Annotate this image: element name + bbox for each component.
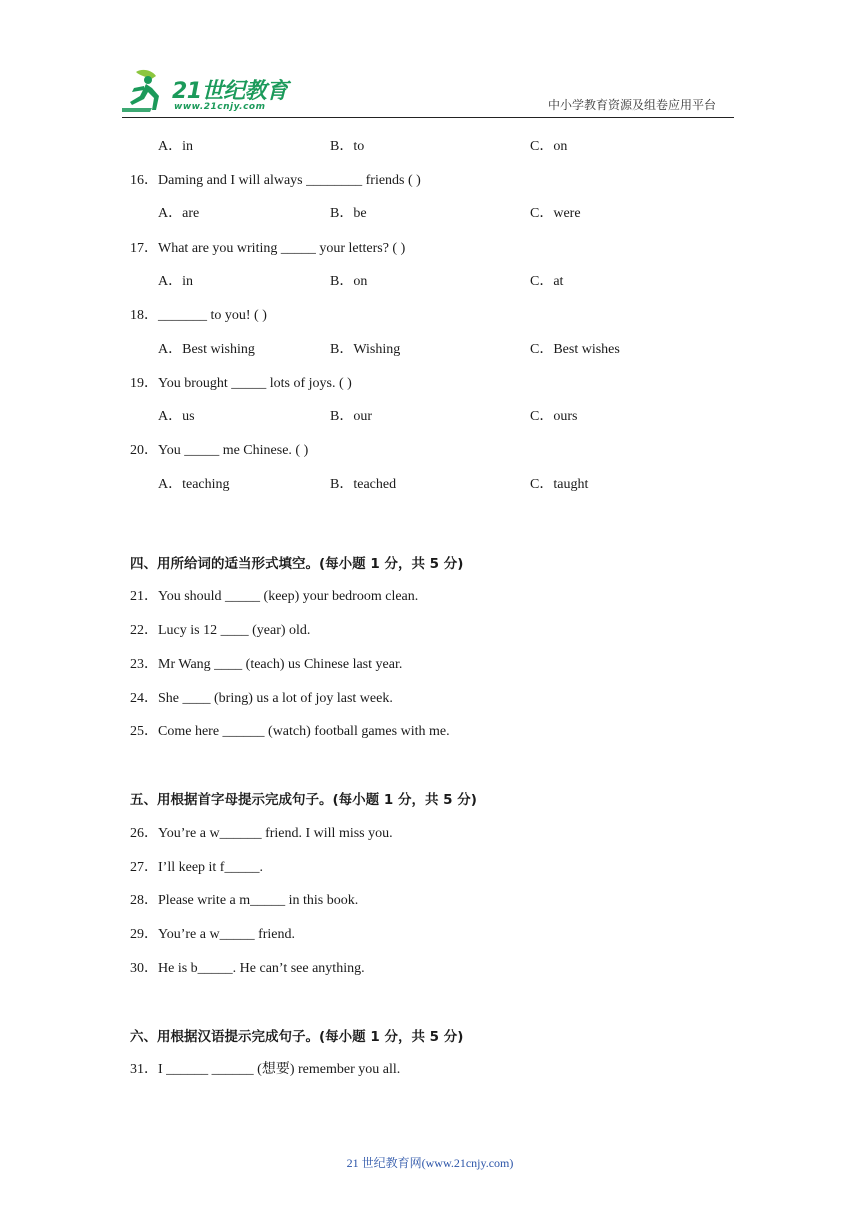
page-footer: 21 世纪教育网(www.21cnjy.com) [346, 1156, 514, 1170]
platform-label: 中小学教育资源及组卷应用平台 [548, 98, 717, 112]
q19-option-a: A．us [158, 409, 195, 424]
question-20: 20．You _____ me Chinese. ( ) [130, 443, 309, 458]
q15-option-a: A．in [158, 139, 193, 154]
logo-url: www.21cnjy.com [174, 102, 266, 112]
q19-option-c: C．ours [530, 409, 578, 424]
q17-option-a: A．in [158, 274, 193, 289]
q20-option-b: B．teached [330, 477, 397, 492]
q17-option-c: C．at [530, 274, 564, 289]
question-24: 24．She ____ (bring) us a lot of joy last week. [130, 691, 393, 706]
logo-text: 21世纪教育 [172, 79, 288, 104]
q20-option-a: A．teaching [158, 477, 230, 492]
question-16: 16．Daming and I will always ________ friends ( ) [130, 173, 421, 188]
section-5-title: 五、用根据首字母提示完成句子。(每小题 1 分，共 5 分) [130, 792, 477, 808]
logo [122, 66, 292, 116]
q20-option-c: C．taught [530, 477, 589, 492]
question-25: 25．Come here ______ (watch) football games with me. [130, 724, 450, 739]
q15-option-b: B．to [330, 139, 365, 154]
q16-option-b: B．be [330, 206, 367, 221]
q18-option-c: C．Best wishes [530, 342, 620, 357]
question-23: 23．Mr Wang ____ (teach) us Chinese last year. [130, 657, 403, 672]
question-22: 22．Lucy is 12 ____ (year) old. [130, 623, 311, 638]
question-31: 31．I ______ ______ (想要) remember you all. [130, 1062, 401, 1077]
question-29: 29．You’re a w_____ friend. [130, 927, 295, 942]
question-28: 28．Please write a m_____ in this book. [130, 893, 359, 908]
page-header [0, 0, 860, 125]
q18-option-b: B．Wishing [330, 342, 401, 357]
q16-option-c: C．were [530, 206, 581, 221]
q19-option-b: B．our [330, 409, 372, 424]
question-17: 17．What are you writing _____ your letters? ( ) [130, 241, 406, 256]
question-27: 27．I’ll keep it f_____. [130, 860, 263, 875]
q16-option-a: A．are [158, 206, 200, 221]
question-19: 19．You brought _____ lots of joys. ( ) [130, 376, 352, 391]
q17-option-b: B．on [330, 274, 368, 289]
question-26: 26．You’re a w______ friend. I will miss you. [130, 826, 393, 841]
question-30: 30．He is b_____. He can’t see anything. [130, 961, 365, 976]
section-4-title: 四、用所给词的适当形式填空。(每小题 1 分，共 5 分) [130, 556, 464, 572]
question-21: 21．You should _____ (keep) your bedroom clean. [130, 589, 419, 604]
header-divider [122, 117, 734, 118]
section-6-title: 六、用根据汉语提示完成句子。(每小题 1 分，共 5 分) [130, 1029, 464, 1045]
question-18: 18．_______ to you! ( ) [130, 308, 267, 323]
q18-option-a: A．Best wishing [158, 342, 255, 357]
runner-icon [122, 68, 170, 114]
q15-option-c: C．on [530, 139, 568, 154]
